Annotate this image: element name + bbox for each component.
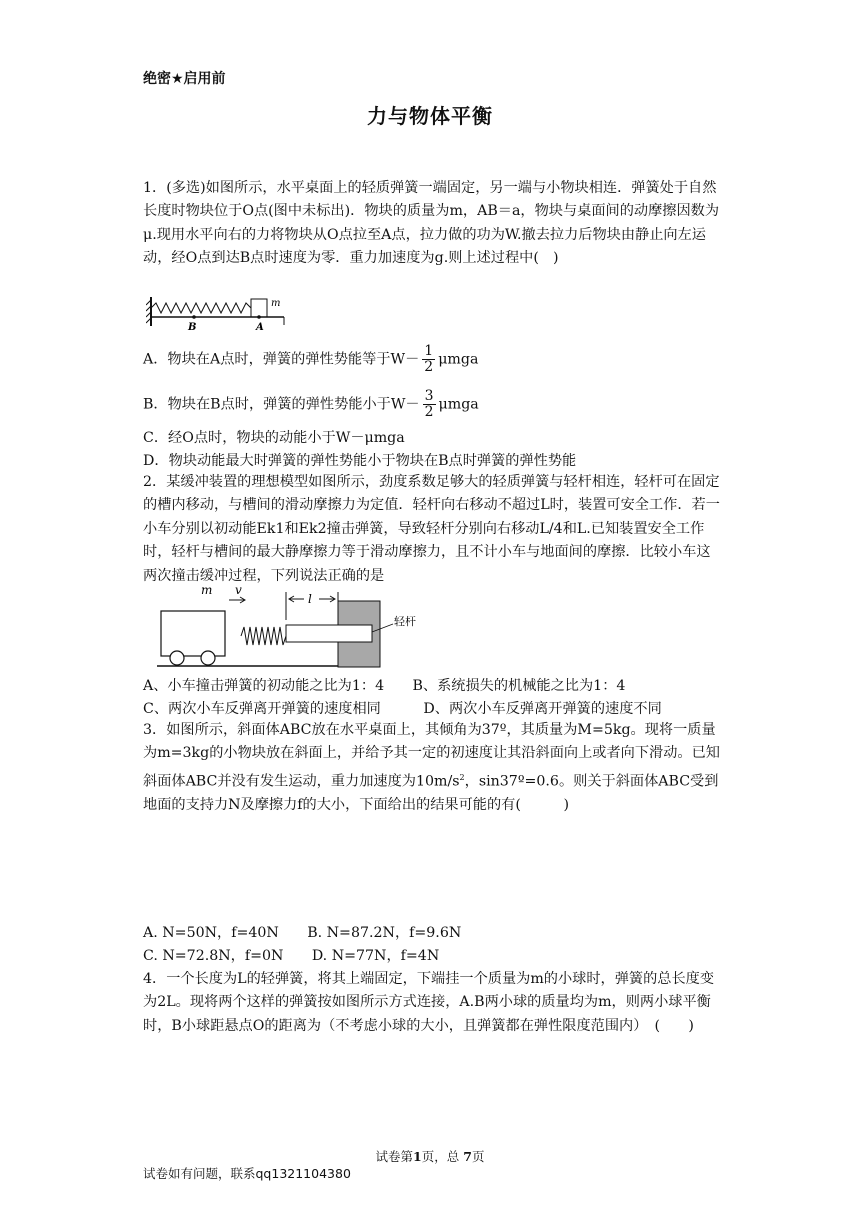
fig2-label-v: v	[235, 583, 242, 597]
q2-buffer-figure	[153, 580, 453, 672]
q1-stem: 1．(多选)如图所示，水平桌面上的轻质弹簧一端固定，另一端与小物块相连．弹簧处于自然长度时物块位于O点(图中未标出)．物块的质量为m，AB＝a，物块与桌面间的动摩擦因数为μ.现用水平向右的力将物块从O点拉至A点，拉力做的功为W.撤去拉力后物块由静止向左运动，经O点到达B点时速度为零．重力加速度为g.则上述过程中( )	[143, 180, 720, 267]
fig2-cart	[161, 611, 225, 656]
fig2-wheel-left	[170, 651, 184, 665]
q2-stem: 2．某缓冲装置的理想模型如图所示，劲度系数足够大的轻质弹簧与轻杆相连，轻杆可在固定的槽内移动，与槽间的滑动摩擦力为定值．轻杆向右移动不超过L时，装置可安全工作．若一小车分别以初动能Ek1和Ek2撞击弹簧，导致轻杆分别向右移动L/4和L.已知装置安全工作时，轻杆与槽间的最大静摩擦力等于滑动摩擦力，且不计小车与地面间的摩擦．比较小车这两次撞击缓冲过程，下列说法正确的是	[143, 474, 720, 584]
fig1-label-m: m	[271, 298, 281, 309]
fig2-label-l: l	[308, 592, 312, 606]
fig1-point-a	[257, 315, 261, 319]
fig2-label-m: m	[201, 583, 213, 597]
q1-option-a: A．物块在A点时，弹簧的弹性势能等于W－ $\frac{1}{2}$ μmga	[143, 343, 479, 375]
fig1-point-b	[192, 315, 196, 319]
q2-options-cd: C、两次小车反弹离开弹簧的速度相同 D、两次小车反弹离开弹簧的速度不同	[143, 701, 662, 717]
q3-options-cd: C. N=72.8N，f=0N D. N=77N，f=4N	[143, 948, 440, 964]
fig1-label-a: A	[256, 322, 264, 333]
q1-option-a-fraction: $\frac{1}{2}$	[424, 343, 434, 375]
q1-option-b-fraction: $\frac{3}{2}$	[424, 388, 434, 420]
fig2-label-rod: 轻杆	[394, 615, 416, 628]
q1-option-b: B．物块在B点时，弹簧的弹性势能小于W－ $\frac{3}{2}$ μmga	[143, 388, 479, 420]
q1-option-d: D．物块动能最大时弹簧的弹性势能小于物块在B点时弹簧的弹性势能	[143, 453, 577, 469]
fig1-spring	[151, 303, 251, 313]
fig1-label-b: B	[188, 322, 197, 333]
fig2-wheel-right	[201, 651, 215, 665]
secret-label: 绝密★启用前	[143, 71, 226, 87]
fig2-spring	[241, 627, 286, 645]
q2-options-ab: A、小车撞击弹簧的初动能之比为1：4 B、系统损失的机械能之比为1：4	[143, 678, 626, 694]
page-title: 力与物体平衡	[367, 104, 493, 128]
page-number: 试卷第1页，总 7页	[375, 1149, 485, 1164]
q3-options-ab: A. N=50N，f=40N B. N=87.2N，f=9.6N	[143, 925, 462, 941]
fig2-rod	[286, 625, 372, 642]
contact-note: 试卷如有问题，联系qq1321104380	[143, 1166, 351, 1181]
q1-option-c: C．经O点时，物块的动能小于W－μmga	[143, 430, 405, 446]
q1-spring-figure	[146, 295, 288, 335]
fig1-block	[251, 299, 267, 317]
q3-stem: 3．如图所示，斜面体ABC放在水平桌面上，其倾角为37º，其质量为M=5kg。现将一质量为m=3kg的小物块放在斜面上，并给予其一定的初速度让其沿斜面向上或者向下滑动。已知斜面体ABC并没有发生运动，重力加速度为$10m/s^2$，sin37º=0.6。则关于斜面体ABC受到地面的支持力N及摩擦力f的大小，下面给出的结果可能的有( )	[143, 722, 720, 813]
q4-stem: 4．一个长度为L的轻弹簧，将其上端固定，下端挂一个质量为m的小球时，弹簧的总长度变为2L。现将两个这样的弹簧按如图所示方式连接，A.B两小球的质量均为m，则两小球平衡时，B小球距悬点O的距离为（不考虑小球的大小，且弹簧都在弹性限度范围内） ( )	[143, 971, 715, 1034]
